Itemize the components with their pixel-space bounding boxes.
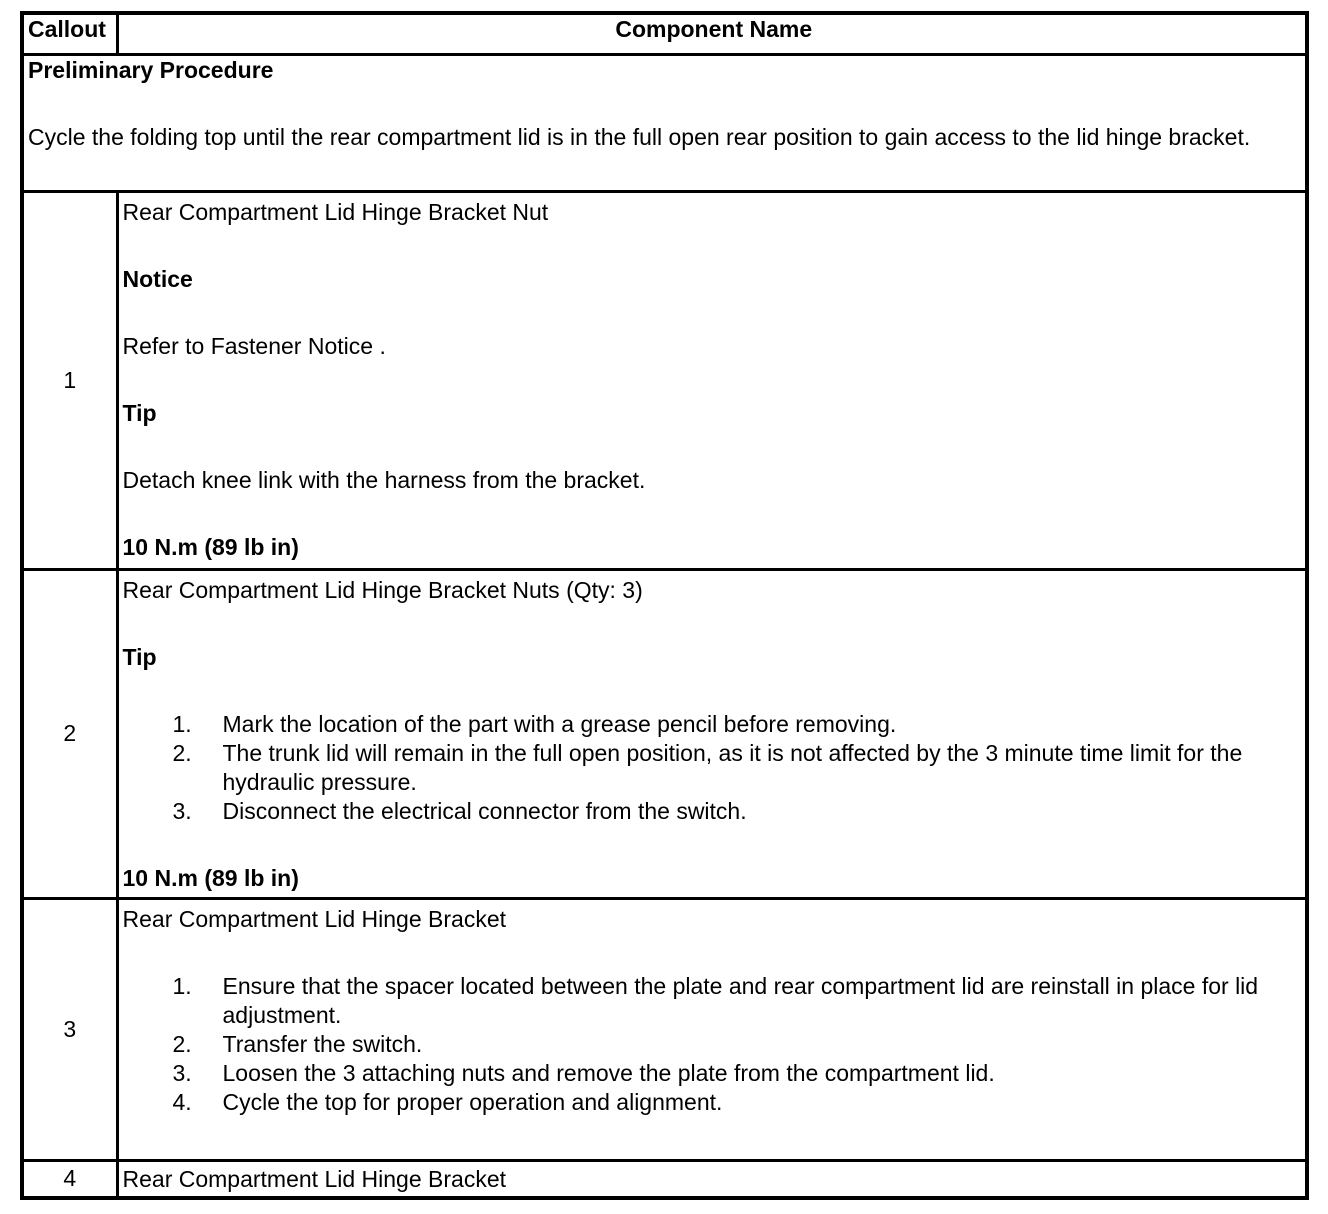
step-text: Disconnect the electrical connector from the switch. xyxy=(222,797,747,824)
step-item xyxy=(123,710,1298,739)
component-name: Rear Compartment Lid Hinge Bracket xyxy=(122,905,506,932)
preliminary-cell xyxy=(22,54,1307,191)
header-row xyxy=(22,13,1307,54)
callout-number: 3 xyxy=(22,898,117,1160)
step-text: The trunk lid will remain in the full open position, as it is not affected by the 3 minute time limit for the hydraulic pressure. xyxy=(222,739,1243,795)
component-cell xyxy=(117,898,1307,1160)
table-row xyxy=(22,191,1307,569)
step-item xyxy=(123,739,1298,797)
component-cell xyxy=(117,191,1307,569)
preliminary-text: Cycle the folding top until the rear compartment lid is in the full open rear position to gain access to the lid hinge bracket. xyxy=(28,123,1251,150)
notice-label: Notice xyxy=(122,265,193,292)
callout-number: 4 xyxy=(22,1160,117,1198)
component-cell xyxy=(117,1160,1307,1198)
step-text: Loosen the 3 attaching nuts and remove the plate from the compartment lid. xyxy=(222,1059,995,1086)
component-cell xyxy=(117,569,1307,898)
step-text: Cycle the top for proper operation and alignment. xyxy=(222,1088,723,1115)
procedure-table xyxy=(20,11,1309,1200)
step-number: 2. xyxy=(172,739,192,766)
step-list xyxy=(123,972,1298,1117)
component-column-header: Component Name xyxy=(117,13,1307,54)
preliminary-title: Preliminary Procedure xyxy=(28,56,274,83)
callout-number: 2 xyxy=(22,569,117,898)
step-item xyxy=(123,797,1298,826)
step-item xyxy=(123,1088,1298,1117)
step-item xyxy=(123,972,1298,1030)
tip-text: Detach knee link with the harness from the bracket. xyxy=(122,466,646,493)
step-text: Ensure that the spacer located between the plate and rear compartment lid are reinstall in place for lid adjustment. xyxy=(222,972,1259,1028)
step-number: 4. xyxy=(172,1088,192,1115)
callout-column-header: Callout xyxy=(22,13,117,54)
torque-spec: 10 N.m (89 lb in) xyxy=(122,864,299,891)
step-item xyxy=(123,1059,1298,1088)
notice-text: Refer to Fastener Notice . xyxy=(122,332,386,359)
callout-number: 1 xyxy=(22,191,117,569)
torque-spec: 10 N.m (89 lb in) xyxy=(122,533,299,560)
step-number: 1. xyxy=(172,972,192,999)
preliminary-row xyxy=(22,54,1307,191)
step-number: 2. xyxy=(172,1030,192,1057)
tip-label: Tip xyxy=(122,643,157,670)
step-text: Transfer the switch. xyxy=(222,1030,423,1057)
component-name: Rear Compartment Lid Hinge Bracket xyxy=(122,1165,506,1192)
tip-label: Tip xyxy=(122,399,157,426)
step-item xyxy=(123,1030,1298,1059)
table-row xyxy=(22,569,1307,898)
component-name: Rear Compartment Lid Hinge Bracket Nut xyxy=(122,198,549,225)
step-number: 3. xyxy=(172,1059,192,1086)
step-number: 3. xyxy=(172,797,192,824)
table-row xyxy=(22,1160,1307,1198)
component-name: Rear Compartment Lid Hinge Bracket Nuts (Qty: 3) xyxy=(122,576,643,603)
step-number: 1. xyxy=(172,710,192,737)
step-text: Mark the location of the part with a grease pencil before removing. xyxy=(222,710,897,737)
step-list xyxy=(123,710,1298,826)
table-row xyxy=(22,898,1307,1160)
